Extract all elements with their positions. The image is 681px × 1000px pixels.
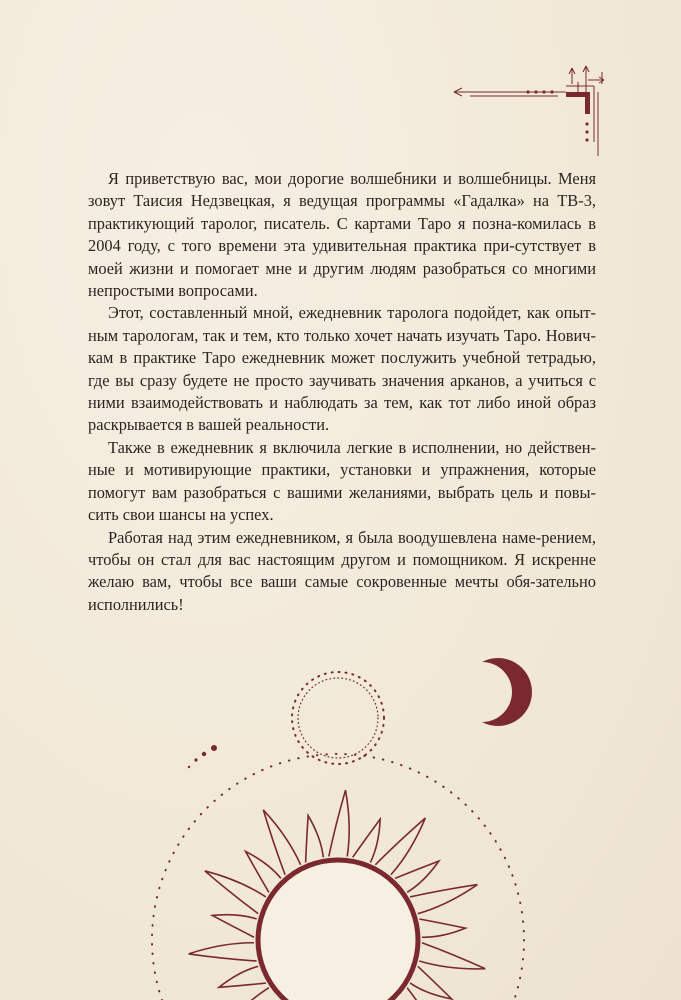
sun-ray — [220, 988, 281, 1000]
sun-ray — [419, 943, 485, 969]
sun-ray — [205, 871, 266, 914]
sun-ray — [353, 819, 380, 862]
intro-paragraph-3: Также в ежедневник я включила легкие в исполнении, но действен-ные и мотивирующие практики, установки и упражнения, которые помогут вам разобраться с вашими желаниями, выбрать цель и повы-сить свои шансы на успех. — [88, 437, 596, 525]
sun-icon — [189, 790, 486, 1000]
sun-ray — [263, 810, 300, 875]
sun-ray — [306, 816, 324, 863]
sun-core — [258, 860, 418, 1000]
sun-ray — [375, 818, 425, 875]
intro-paragraph-1: Я приветствую вас, мои дорогие волшебники и волшебницы. Меня зовут Таисия Недзвецкая, я ведущая программы «Гадалка» на ТВ-3, практикующий таролог, писатель. С картами Таро я позна-комилась в 2004 году, с того времени эта удивительная практика при-сутствует в моей жизни и помогает мне и другим людям разобраться со многими непростыми вопросами. — [88, 169, 596, 301]
sun-ray — [329, 790, 349, 856]
crescent-moon-icon — [482, 658, 532, 726]
sun-ray — [219, 966, 266, 987]
decorative-dots — [188, 745, 217, 768]
dotted-circle-icon — [292, 672, 384, 764]
sun-ray — [410, 966, 452, 999]
corner-ornament-icon — [448, 62, 608, 162]
sun-ray — [419, 919, 465, 937]
sun-ray — [212, 915, 256, 938]
celestial-illustration — [0, 640, 681, 1000]
sun-ray — [410, 885, 477, 914]
sun-ray — [189, 943, 257, 961]
intro-paragraph-4: Работая над этим ежедневником, я была воодушевлена наме-рением, чтобы он стал для вас настоящим другом и помощником. Я искренне желаю вам, чтобы все ваши самые сокровенные мечты обя-зательно исполнились! — [88, 527, 596, 614]
intro-paragraph-2: Этот, составленный мной, ежедневник таролога подойдет, как опыт-ным тарологам, так и тем, кто только хочет начать изучать Таро. Нович-кам в практике Таро ежедневник может послужить учебной тетрадью, где вы сразу будете не просто заучивать значения арканов, а учиться с ними взаимодействовать и наблюдать за тем, как тот либо иной образ раскрывается в вашей реальности. — [88, 303, 596, 435]
intro-text — [88, 168, 596, 616]
